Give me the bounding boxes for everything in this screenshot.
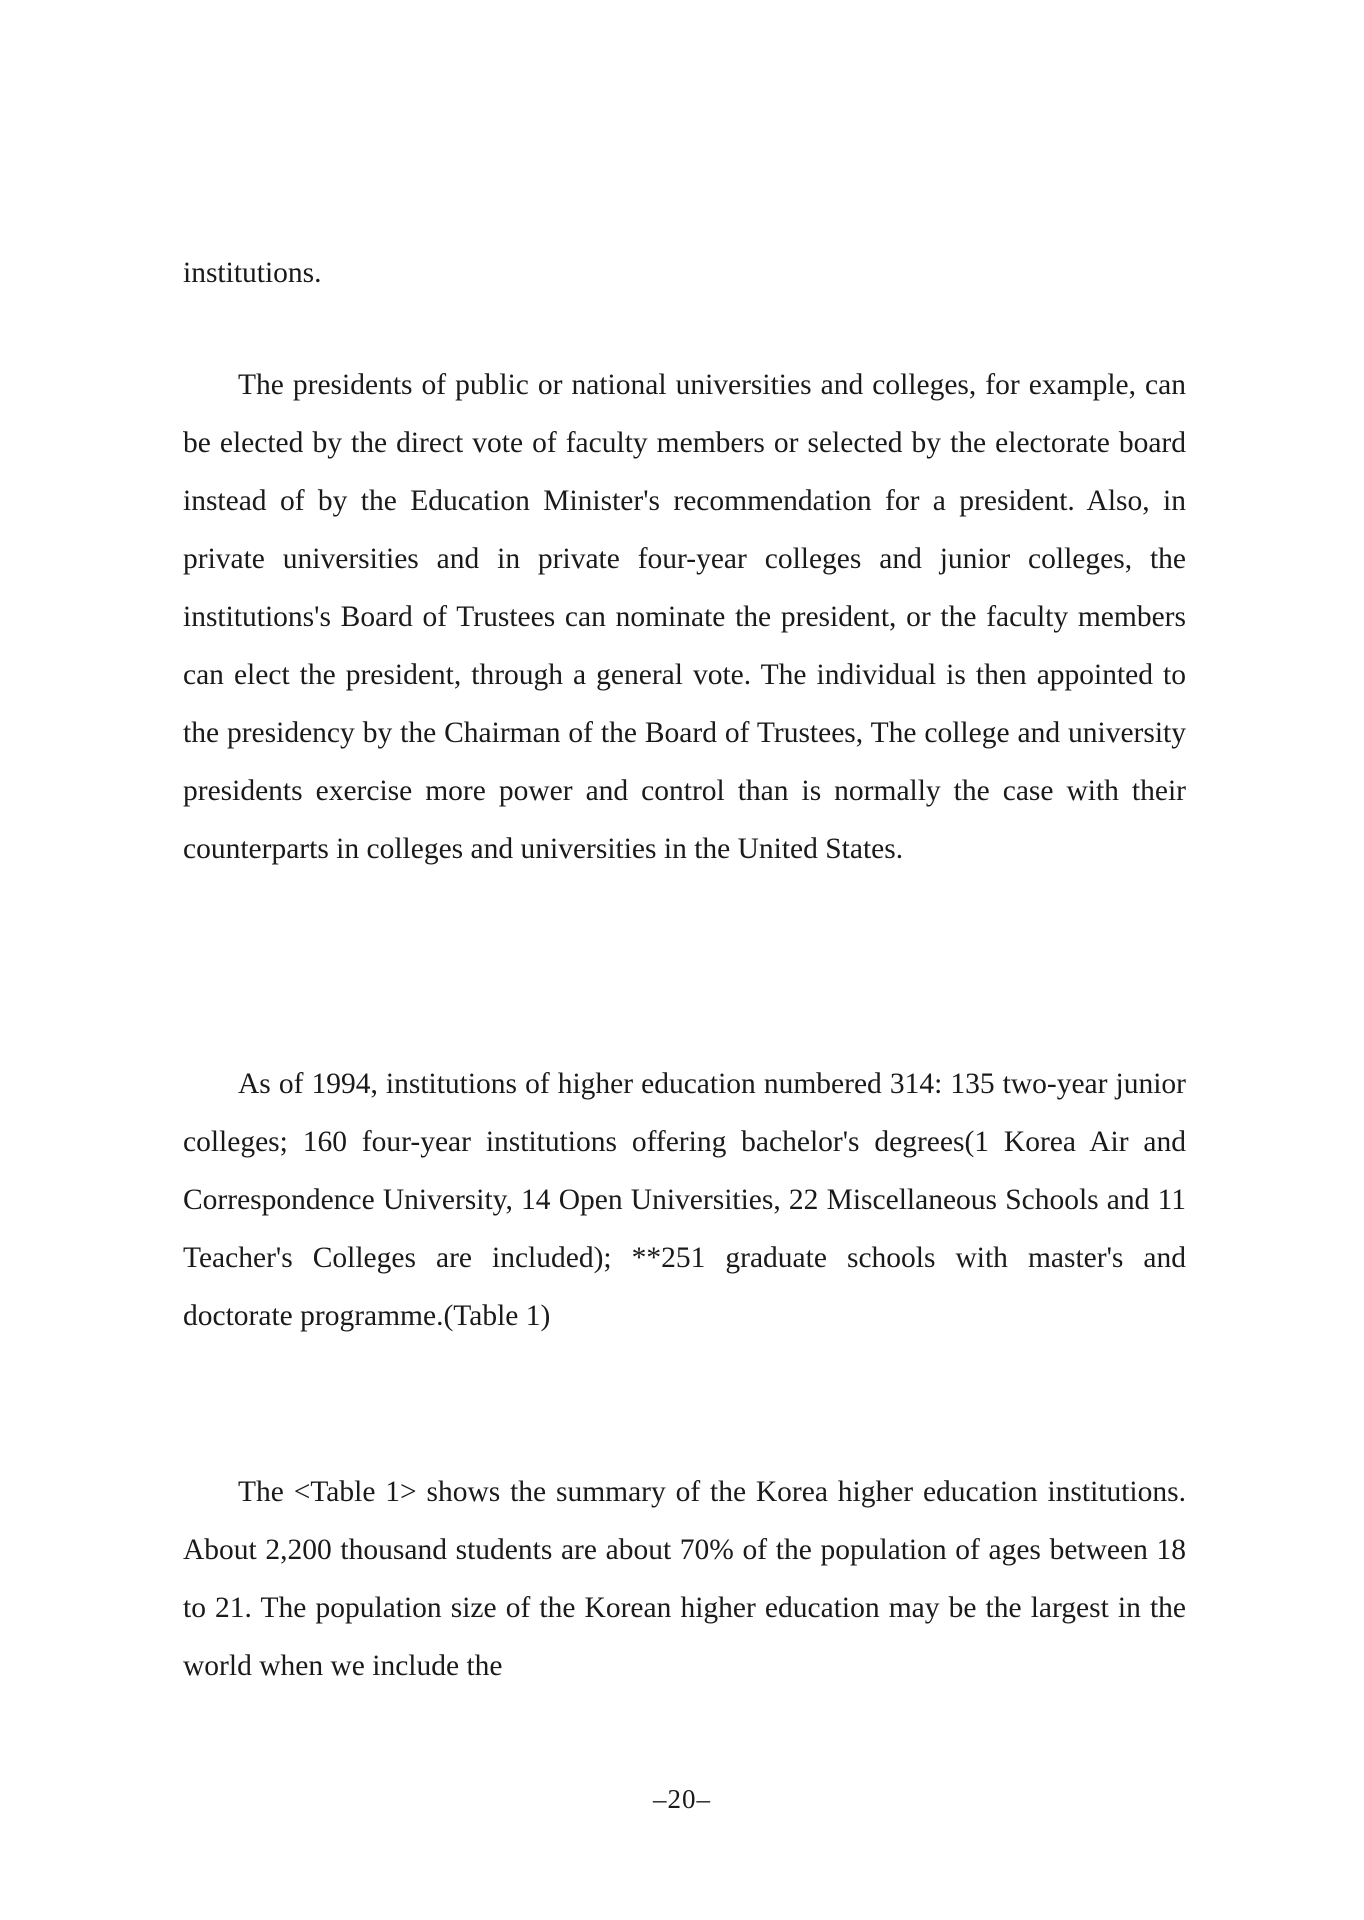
page-number: –20–	[653, 1784, 711, 1814]
paragraph-table-summary: The <Table 1> shows the summary of the Korea higher education institutions. About 2,200 thousand students are about 70% of the population of ages between 18 to 21. The population size of the Korean higher education may be the largest in the world when we include the	[183, 1476, 1186, 1682]
paragraph-presidents: The presidents of public or national universities and colleges, for example, can be elected by the direct vote of faculty members or selected by the electorate board instead of by the Education Minister's recommendation for a president. Also, in private universities and in private four-year colleges and junior colleges, the institutions's Board of Trustees can nominate the president, or the faculty members can elect the president, through a general vote. The individual is then appointed to the presidency by the Chairman of the Board of Trustees, The college and university presidents exercise more power and control than is normally the case with their counterparts in colleges and universities in the United States.	[183, 369, 1186, 865]
paragraph-institution-counts: As of 1994, institutions of higher education numbered 314: 135 two-year junior colleges; 160 four-year institutions offering bachelor's degrees(1 Korea Air and Correspondence University, 14 Open Universities, 22 Miscellaneous Schools and 11 Teacher's Colleges are included); **251 graduate schools with master's and doctorate programme.(Table 1)	[183, 1068, 1186, 1332]
paragraph-continuation: institutions.	[183, 257, 322, 289]
